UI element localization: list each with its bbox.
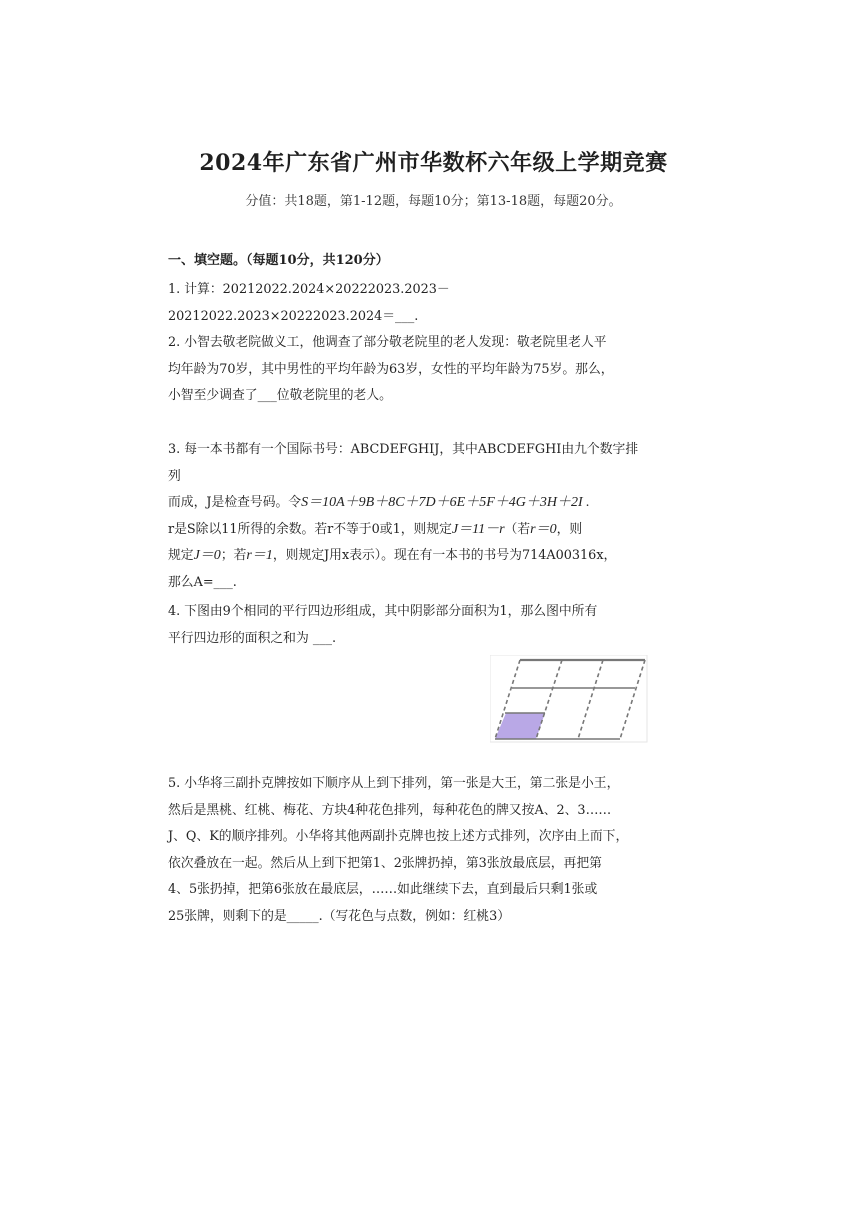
question-2-line: 2. 小智去敬老院做义工，他调查了部分敬老院里的老人发现：敬老院里老人平 xyxy=(168,335,607,350)
question-3-text: ；若 xyxy=(220,548,247,563)
question-3-line xyxy=(168,490,648,517)
formula-j: J＝11－r xyxy=(451,521,505,537)
question-2 xyxy=(168,330,648,410)
question-3-text: ，则规定J用x表示）。现在有一本书的书号为714A00316x， xyxy=(272,548,617,563)
formula-r0: r＝0 xyxy=(530,521,557,537)
parallelogram-diagram xyxy=(490,655,648,743)
question-3-line: 3. 每一本书都有一个国际书号：ABCDEFGHIJ，其中ABCDEFGHI由九个数字排列 xyxy=(168,442,639,484)
question-2-line: 小智至少调查了___位敬老院里的老人。 xyxy=(168,388,392,403)
question-3-line xyxy=(168,517,648,544)
question-5 xyxy=(168,771,648,930)
formula-s: S＝10A＋9B＋8C＋7D＋6E＋5F＋4G＋3H＋2I . xyxy=(301,495,590,510)
score-note: 分值：共18题，第1-12题，每题10分；第13-18题，每题20分。 xyxy=(245,194,622,209)
question-5-line: 4、5张扔掉，把第6张放在最底层，……如此继续下去，直到最后只剩1张或 xyxy=(168,882,598,897)
question-3-text: 规定 xyxy=(168,548,194,563)
question-3-text: ，则 xyxy=(556,521,583,537)
question-3-text: （若 xyxy=(504,521,531,537)
page-title: 2024年广东省广州市华数杯六年级上学期竞赛 xyxy=(199,150,668,176)
question-1-text: 1. 计算：20212022.2024×20222023.2023－20212022.2023×20222023.2024＝___. xyxy=(168,282,450,324)
question-5-line: 依次叠放在一起。然后从上到下把第1、2张牌扔掉，第3张放最底层，再把第 xyxy=(168,855,602,871)
formula-r1: r＝1 xyxy=(246,548,273,563)
question-5-line: J、Q、K的顺序排列。小华将其他两副扑克牌也按上述方式排列，次序由上而下， xyxy=(168,829,629,844)
question-4 xyxy=(168,599,648,652)
question-4-line: 4. 下图由9个相同的平行四边形组成，其中阴影部分面积为1，那么图中所有 xyxy=(168,604,598,619)
formula-j0: J＝0 xyxy=(193,548,221,563)
question-3-line: 那么A=___. xyxy=(168,574,237,590)
question-3-text: r是S除以11所得的余数。若r不等于0或1，则规定 xyxy=(168,521,452,537)
question-3 xyxy=(168,437,648,596)
parallelogram-figure xyxy=(490,655,648,747)
question-5-line: 25张牌，则剩下的是_____.（写花色与点数，例如：红桃3） xyxy=(168,908,511,924)
question-5-line: 然后是黑桃、红桃、梅花、方块4种花色排列，每种花色的牌又按A、2、3…… xyxy=(168,802,612,818)
question-5-line: 5. 小华将三副扑克牌按如下顺序从上到下排列，第一张是大王，第二张是小王， xyxy=(168,776,620,791)
section-heading: 一、填空题。（每题10分，共120分） xyxy=(168,253,389,268)
question-4-line: 平行四边形的面积之和为 ___. xyxy=(168,630,337,646)
question-2-line: 均年龄为70岁，其中男性的平均年龄为63岁，女性的平均年龄为75岁。那么， xyxy=(168,361,614,377)
question-3-line xyxy=(168,543,648,570)
question-3-text: 而成，J是检查号码。令 xyxy=(168,495,302,510)
question-1 xyxy=(168,277,648,330)
